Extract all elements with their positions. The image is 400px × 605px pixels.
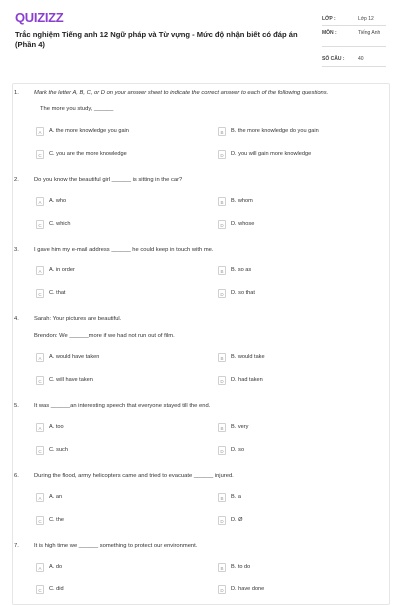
question-number: 4. — [14, 316, 19, 322]
option-letter: B — [218, 127, 226, 136]
question-number: 2. — [14, 177, 19, 183]
option-text: D. had taken — [231, 377, 263, 383]
option-text: B. the more knowledge do you gain — [231, 128, 319, 134]
option-letter: C — [36, 220, 44, 229]
option-text: D. have done — [231, 586, 265, 592]
option-letter: A — [36, 353, 44, 362]
option-letter: B — [218, 197, 226, 206]
option-text: B. to do — [231, 564, 251, 570]
option-letter: A — [36, 493, 44, 502]
option-letter: C — [36, 376, 44, 385]
question-text: It was ______an interesting speech that everyone stayed till the end. — [34, 403, 211, 409]
subject-value: Tiếng Anh — [358, 30, 381, 36]
option-letter: B — [218, 353, 226, 362]
option-letter: C — [36, 585, 44, 594]
option-text: A. do — [49, 564, 63, 570]
question-text-line-2: Brendon: We ______more if we had not run out of film. — [34, 333, 175, 339]
question-text: It is high time we ______ something to protect our environment. — [34, 543, 198, 549]
meta-divider — [322, 46, 386, 47]
option-letter: D — [218, 376, 226, 385]
meta-divider — [322, 25, 386, 26]
option-text: C. which — [49, 221, 71, 227]
option-letter: C — [36, 516, 44, 525]
option-text: B. a — [231, 494, 241, 500]
option-letter: B — [218, 563, 226, 572]
class-label: LỚP : — [322, 16, 336, 22]
option-letter: B — [218, 493, 226, 502]
option-text: A. the more knowledge you gain — [49, 128, 129, 134]
option-letter: C — [36, 446, 44, 455]
option-letter: D — [218, 446, 226, 455]
option-text: B. very — [231, 424, 249, 430]
class-value: Lớp 12 — [358, 16, 374, 22]
question-instruction: Mark the letter A, B, C, or D on your answer sheet to indicate the correct answer to each of the following questions. — [34, 90, 329, 96]
question-number: 6. — [14, 473, 19, 479]
option-text: B. whom — [231, 198, 253, 204]
option-text: C. such — [49, 447, 68, 453]
option-text: B. would take — [231, 354, 265, 360]
meta-panel — [322, 14, 386, 74]
option-text: A. an — [49, 494, 63, 500]
option-letter: D — [218, 585, 226, 594]
option-text: C. that — [49, 290, 66, 296]
count-label: SỐ CÂU : — [322, 56, 345, 62]
option-text: C. did — [49, 586, 64, 592]
option-text: D. whose — [231, 221, 255, 227]
option-letter: A — [36, 127, 44, 136]
option-text: A. too — [49, 424, 64, 430]
option-letter: A — [36, 197, 44, 206]
option-letter: A — [36, 266, 44, 275]
question-text: I gave him my e-mail address ______ he could keep in touch with me. — [34, 247, 214, 253]
question-text: Sarah: Your pictures are beautiful. — [34, 316, 122, 322]
count-value: 40 — [358, 56, 364, 62]
option-letter: A — [36, 563, 44, 572]
subject-label: MÔN : — [322, 30, 337, 36]
option-text: D. Ø — [231, 517, 243, 523]
question-number: 5. — [14, 403, 19, 409]
option-letter: D — [218, 516, 226, 525]
option-letter: A — [36, 423, 44, 432]
page-title: Trắc nghiệm Tiếng anh 12 Ngữ pháp và Từ vựng - Mức độ nhận biết có đáp án (Phần 4) — [15, 30, 298, 49]
option-text: C. you are the more knowledge — [49, 151, 127, 157]
option-text: C. the — [49, 517, 64, 523]
question-number: 1. — [14, 90, 19, 96]
logo: QUIZIZZ — [15, 10, 64, 25]
option-text: A. who — [49, 198, 67, 204]
option-text: D. so that — [231, 290, 255, 296]
option-letter: B — [218, 266, 226, 275]
option-text: D. so — [231, 447, 245, 453]
option-letter: C — [36, 289, 44, 298]
option-letter: D — [218, 150, 226, 159]
meta-divider — [322, 66, 386, 67]
question-text: The more you study, ______ — [40, 106, 114, 112]
option-letter: D — [218, 289, 226, 298]
option-letter: B — [218, 423, 226, 432]
option-text: A. in order — [49, 267, 75, 273]
option-letter: D — [218, 220, 226, 229]
option-text: D. you will gain more knowledge — [231, 151, 312, 157]
option-letter: C — [36, 150, 44, 159]
question-text: Do you know the beautiful girl ______ is sitting in the car? — [34, 177, 183, 183]
content-box — [12, 83, 390, 605]
question-number: 3. — [14, 247, 19, 253]
option-text: B. so as — [231, 267, 252, 273]
option-text: A. would have taken — [49, 354, 100, 360]
question-text: During the flood, army helicopters came and tried to evacuate ______ injured. — [34, 473, 234, 479]
option-text: C. will have taken — [49, 377, 93, 383]
question-number: 7. — [14, 543, 19, 549]
